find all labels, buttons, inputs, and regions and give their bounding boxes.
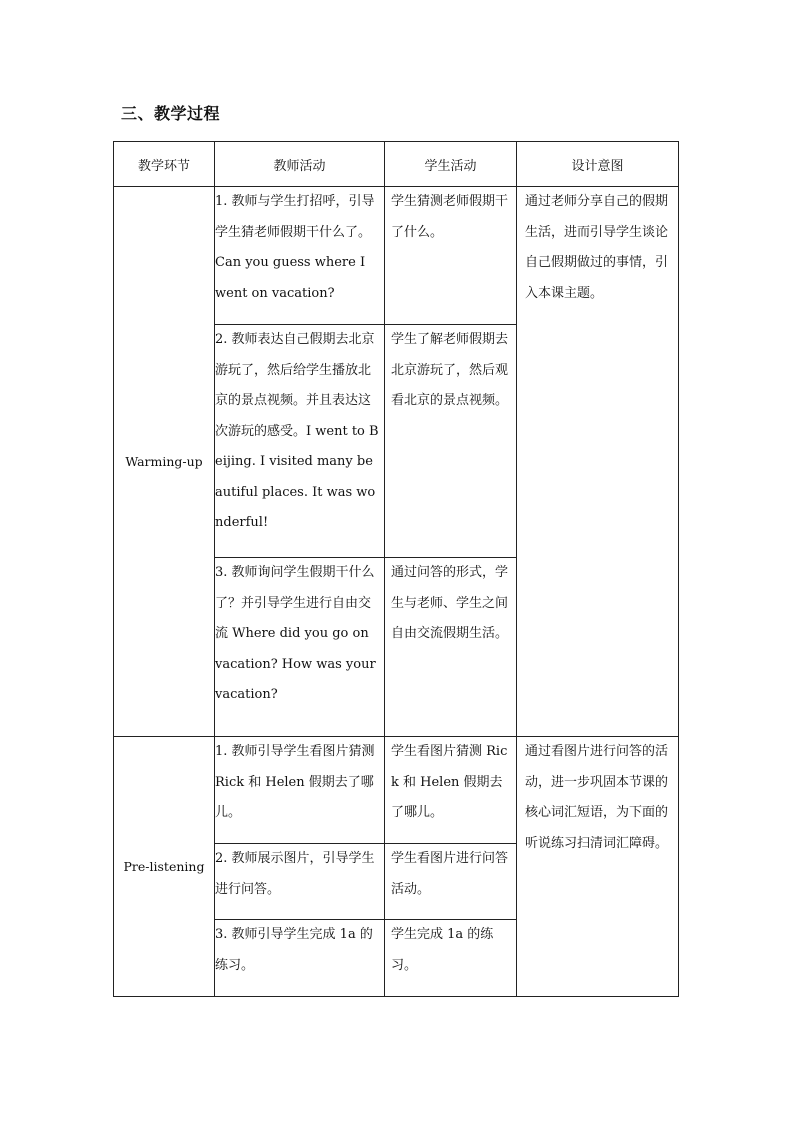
student-activity-cell: 学生看图片猜测 Rick 和 Helen 假期去了哪儿。 xyxy=(385,737,517,844)
table-header-row xyxy=(114,142,679,187)
header-stage: 教学环节 xyxy=(114,142,215,187)
student-activity-cell: 学生猜测老师假期干了什么。 xyxy=(385,187,517,325)
header-design-intent: 设计意图 xyxy=(517,142,679,187)
teacher-activity-cell: 3. 教师引导学生完成 1a 的练习。 xyxy=(215,920,385,997)
section-heading: 三、教学过程 xyxy=(121,104,221,123)
design-intent-cell: 通过老师分享自己的假期生活，进而引导学生谈论自己假期做过的事情，引入本课主题。 xyxy=(517,187,679,737)
design-intent-cell: 通过看图片进行问答的活动，进一步巩固本节课的核心词汇短语，为下面的听说练习扫清词汇障碍。 xyxy=(517,737,679,997)
table-row xyxy=(114,737,679,844)
stage-cell-warming-up: Warming-up xyxy=(114,187,215,737)
student-activity-cell: 学生了解老师假期去北京游玩了，然后观看北京的景点视频。 xyxy=(385,325,517,558)
teaching-process-table xyxy=(113,141,679,997)
header-teacher-activity: 教师活动 xyxy=(215,142,385,187)
teacher-activity-cell: 1. 教师引导学生看图片猜测 Rick 和 Helen 假期去了哪儿。 xyxy=(215,737,385,844)
student-activity-cell: 学生看图片进行问答活动。 xyxy=(385,844,517,920)
stage-cell-pre-listening: Pre-listening xyxy=(114,737,215,997)
student-activity-cell: 学生完成 1a 的练习。 xyxy=(385,920,517,997)
header-student-activity: 学生活动 xyxy=(385,142,517,187)
student-activity-cell: 通过问答的形式，学生与老师、学生之间自由交流假期生活。 xyxy=(385,558,517,737)
table-row xyxy=(114,187,679,325)
teacher-activity-cell: 3. 教师询问学生假期干什么了？并引导学生进行自由交流 Where did you go on vacation? How was your vacation? xyxy=(215,558,385,737)
teacher-activity-cell: 2. 教师表达自己假期去北京游玩了，然后给学生播放北京的景点视频。并且表达这次游玩的感受。I went to Beijing. I visited many beautiful places. It was wonderful! xyxy=(215,325,385,558)
teacher-activity-cell: 2. 教师展示图片，引导学生进行问答。 xyxy=(215,844,385,920)
teacher-activity-cell: 1. 教师与学生打招呼，引导学生猜老师假期干什么了。Can you guess where I went on vacation? xyxy=(215,187,385,325)
